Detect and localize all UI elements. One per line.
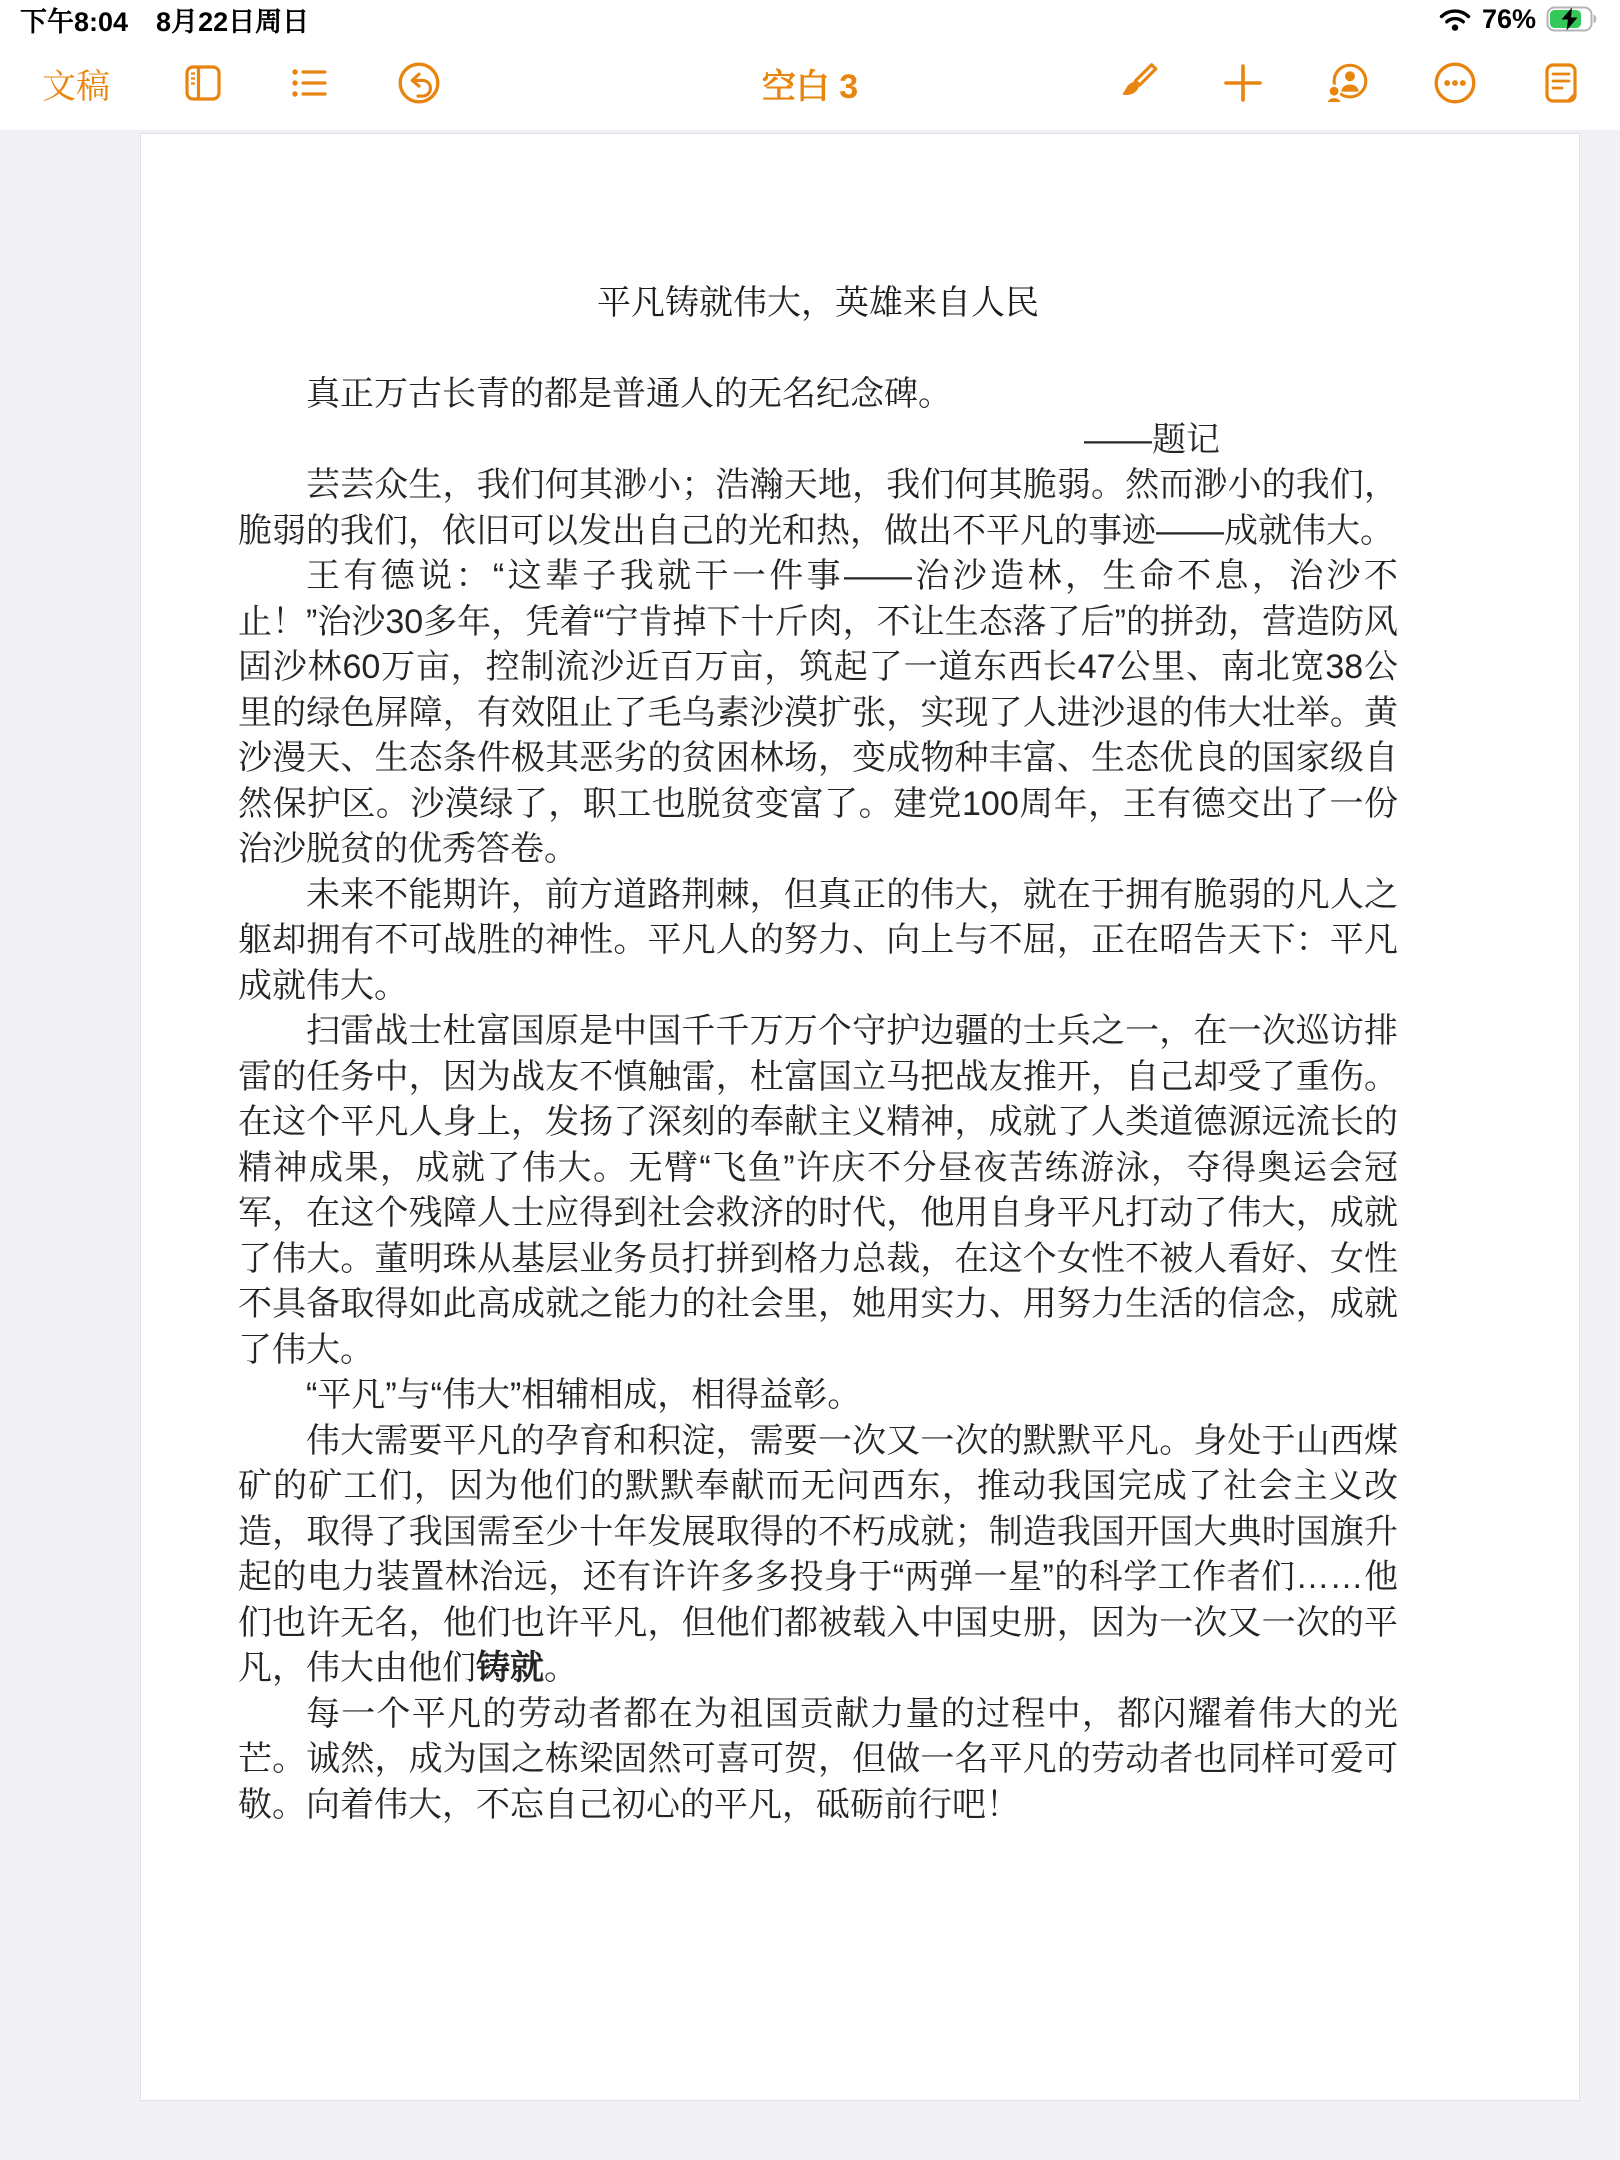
battery-percent-label: 76% xyxy=(1481,3,1536,34)
undo-icon xyxy=(395,59,443,107)
essay-paragraph: 每一个平凡的劳动者都在为祖国贡献力量的过程中，都闪耀着伟大的光芒。诚然，成为国之栋梁固然可喜可贺，但做一名平凡的劳动者也同样可爱可敬。向着伟大，不忘自己初心的平凡，砥砺前行吧！ xyxy=(238,1694,1398,1824)
ellipsis-icon xyxy=(1431,59,1479,107)
document-icon xyxy=(1538,59,1584,107)
essay-paragraph: 王有德说：“这辈子我就干一件事——治沙造林，生命不息，治沙不止！”治沙30多年，凭着“宁肯掉下十斤肉，不让生态落了后”的拼劲，营造防风固沙林60万亩，控制流沙近百万亩，筑起了一道东西长47公里、南北宽38公里的绿色屏障，有效阻止了毛乌素沙漠扩张，实现了人进沙退的伟大壮举。黄沙漫天、生态条件极其恶劣的贫困林场，变成物种丰富、生态优良的国家级自然保护区。沙漠绿了，职工也脱贫变富了。建党100周年，王有德交出了一份治沙脱贫的优秀答卷。 xyxy=(238,557,1398,868)
wifi-icon xyxy=(1438,6,1472,32)
clock-label: 下午8:04 xyxy=(20,6,129,37)
document-page[interactable] xyxy=(140,133,1580,2101)
list-icon xyxy=(286,60,332,106)
document-view-button[interactable] xyxy=(1537,59,1585,107)
document-canvas xyxy=(0,130,1620,2160)
essay-title: 平凡铸就伟大，英雄来自人民 xyxy=(597,284,1039,322)
undo-button[interactable] xyxy=(395,59,443,107)
insert-button[interactable] xyxy=(1219,59,1267,107)
epigraph-attribution: ——题记 xyxy=(1084,420,1220,459)
paintbrush-icon xyxy=(1113,59,1161,107)
collaborate-button[interactable] xyxy=(1325,59,1373,107)
epigraph: 真正万古长青的都是普通人的无名纪念碑。 xyxy=(306,375,952,413)
paragraph-segment-bold: 铸就 xyxy=(476,1649,544,1687)
essay-paragraph: 扫雷战士杜富国原是中国千千万万个守护边疆的士兵之一，在一次巡访排雷的任务中，因为战友不慎触雷，杜富国立马把战友推开，自己却受了重伤。在这个平凡人身上，发扬了深刻的奉献主义精神，成就了人类道德源远流长的精神成果，成就了伟大。无臂“飞鱼”许庆不分昼夜苦练游泳，夺得奥运会冠军，在这个残障人士应得到社会救济的时代，他用自身平凡打动了伟大，成就了伟大。董明珠从基层业务员打拼到格力总裁，在这个女性不被人看好、女性不具备取得如此高成就之能力的社会里，她用实力、用努力生活的信念，成就了伟大。 xyxy=(238,1012,1398,1369)
documents-button[interactable]: 文稿 xyxy=(42,67,110,106)
paragraph-segment: 伟大需要平凡的孕育和积淀，需要一次又一次的默默平凡。身处于山西煤矿的矿工们，因为他们的默默奉献而无问西东，推动我国完成了社会主义改造，取得了我国需至少十年发展取得的不朽成就；制造我国开国大典时国旗升起的电力装置林治远，还有许许多多投身于“两弹一星”的科学工作者们……他们也许无名，他们也许平凡，但他们都被载入中国史册，因为一次又一次的平凡，伟大由他们 xyxy=(238,1421,1398,1687)
essay-paragraph xyxy=(238,1419,1398,1692)
paragraph-segment: 。 xyxy=(544,1649,578,1687)
view-options-button[interactable] xyxy=(285,59,333,107)
page-thumbnails-button[interactable] xyxy=(179,59,227,107)
battery-charging-icon xyxy=(1546,6,1600,32)
document-title[interactable]: 空白 3 xyxy=(761,67,859,106)
format-brush-button[interactable] xyxy=(1113,59,1161,107)
collaborate-icon xyxy=(1325,59,1373,107)
toolbar xyxy=(0,36,1620,130)
essay-paragraph: 芸芸众生，我们何其渺小；浩瀚天地，我们何其脆弱。然而渺小的我们，脆弱的我们，依旧可以发出自己的光和热，做出不平凡的事迹——成就伟大。 xyxy=(238,466,1398,550)
essay-paragraph: “平凡”与“伟大”相辅相成，相得益彰。 xyxy=(306,1376,862,1414)
page-content xyxy=(238,134,1398,1828)
essay-paragraph: 未来不能期许，前方道路荆棘，但真正的伟大，就在于拥有脆弱的凡人之躯却拥有不可战胜的神性。平凡人的努力、向上与不屈，正在昭告天下：平凡成就伟大。 xyxy=(238,875,1398,1005)
status-bar xyxy=(0,0,1620,36)
plus-icon xyxy=(1220,60,1266,106)
page-thumbnails-icon xyxy=(180,60,226,106)
more-button[interactable] xyxy=(1431,59,1479,107)
date-label: 8月22日周日 xyxy=(156,6,310,37)
